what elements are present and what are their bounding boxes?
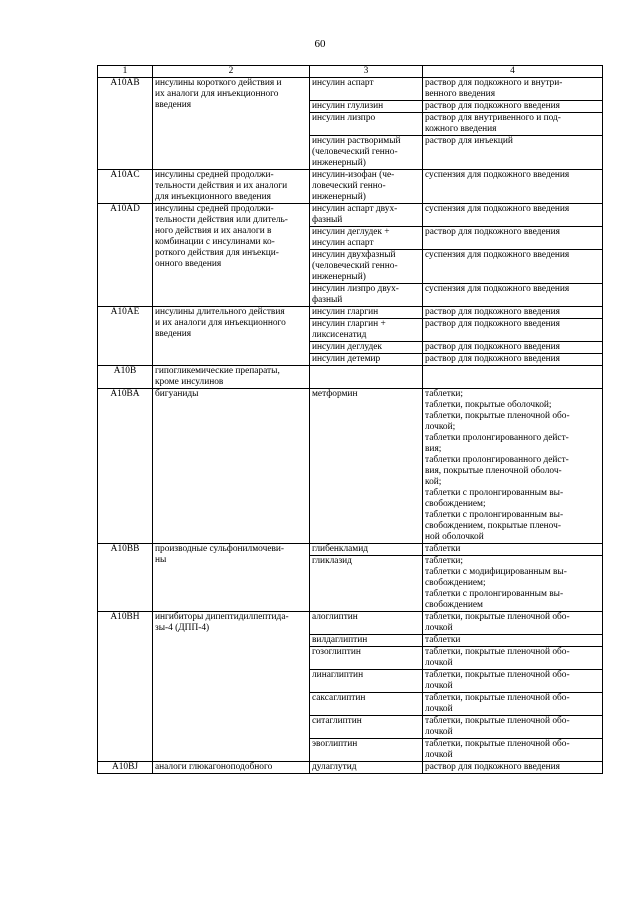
- dosage-form: суспензия для подкожного введения: [423, 250, 603, 284]
- dosage-form: раствор для внутривенного и под- кожного введения: [423, 113, 603, 136]
- table-body: [98, 66, 603, 774]
- atc-code: A10AD: [98, 204, 153, 307]
- drug-name: дулаглутид: [310, 762, 423, 774]
- atc-code: A10BJ: [98, 762, 153, 774]
- dosage-form: суспензия для подкожного введения: [423, 170, 603, 204]
- group-name: инсулины короткого действия и их аналоги для инъекционного введения: [153, 78, 310, 170]
- atc-code: A10AE: [98, 307, 153, 366]
- dosage-form: раствор для инъекций: [423, 136, 603, 170]
- dosage-form: раствор для подкожного и внутри- венного введения: [423, 78, 603, 101]
- dosage-form: таблетки, покрытые пленочной обо- лочкой: [423, 612, 603, 635]
- group-name: аналоги глюкагоноподобного: [153, 762, 310, 774]
- drug-name: инсулин аспарт: [310, 78, 423, 101]
- drug-name: гликлазид: [310, 556, 423, 612]
- dosage-form: таблетки, покрытые пленочной обо- лочкой: [423, 693, 603, 716]
- dosage-form: таблетки, покрытые пленочной обо- лочкой: [423, 716, 603, 739]
- dosage-form: суспензия для подкожного введения: [423, 284, 603, 307]
- drug-name: инсулин лизпро: [310, 113, 423, 136]
- dosage-form: таблетки, покрытые пленочной обо- лочкой: [423, 739, 603, 762]
- drug-name: ситаглиптин: [310, 716, 423, 739]
- column-number: 1: [98, 66, 153, 78]
- atc-code: A10AC: [98, 170, 153, 204]
- dosage-form: раствор для подкожного введения: [423, 101, 603, 113]
- drug-name: гозоглиптин: [310, 647, 423, 670]
- dosage-form: раствор для подкожного введения: [423, 762, 603, 774]
- table-row: [98, 612, 603, 635]
- dosage-form: раствор для подкожного введения: [423, 354, 603, 366]
- dosage-form: таблетки; таблетки, покрытые оболочкой; таблетки, покрытые пленочной обо- лочкой; таблетки пролонгированного дейст- вия; таблетки пролонгированного дейст- вия, покрытые пленочной оболоч- кой; таблетки с пролонгированным вы- свобождением; таблетки с пролонгированным вы- свобождением, покрытые пленоч- ной оболочкой: [423, 389, 603, 544]
- table-row: [98, 366, 603, 389]
- table-row: [98, 170, 603, 204]
- drug-name: инсулин детемир: [310, 354, 423, 366]
- table-row: [98, 204, 603, 227]
- atc-code: A10B: [98, 366, 153, 389]
- drug-name: инсулин деглудек + инсулин аспарт: [310, 227, 423, 250]
- drug-name: [310, 366, 423, 389]
- group-name: инсулины средней продолжи- тельности действия и их аналоги для инъекционного введения: [153, 170, 310, 204]
- dosage-form: раствор для подкожного введения: [423, 227, 603, 250]
- drug-name: инсулин глулизин: [310, 101, 423, 113]
- drug-name: линаглиптин: [310, 670, 423, 693]
- drug-name: алоглиптин: [310, 612, 423, 635]
- drug-name: инсулин деглудек: [310, 342, 423, 354]
- group-name: гипогликемические препараты, кроме инсулинов: [153, 366, 310, 389]
- dosage-form: раствор для подкожного введения: [423, 319, 603, 342]
- dosage-form: раствор для подкожного введения: [423, 307, 603, 319]
- drug-classification-table: [97, 65, 603, 774]
- drug-name: инсулин-изофан (че- ловеческий генно- инженерный): [310, 170, 423, 204]
- drug-name: инсулин гларгин: [310, 307, 423, 319]
- page-number: 60: [314, 38, 326, 50]
- drug-name: саксаглиптин: [310, 693, 423, 716]
- table-row: [98, 307, 603, 319]
- dosage-form: суспензия для подкожного введения: [423, 204, 603, 227]
- drug-name: вилдаглиптин: [310, 635, 423, 647]
- atc-code: A10BA: [98, 389, 153, 544]
- drug-name: инсулин лизпро двух- фазный: [310, 284, 423, 307]
- table-row: [98, 389, 603, 544]
- group-name: бигуаниды: [153, 389, 310, 544]
- column-number: 2: [153, 66, 310, 78]
- drug-name: инсулин аспарт двух- фазный: [310, 204, 423, 227]
- group-name: ингибиторы дипептидилпептида- зы-4 (ДПП-4): [153, 612, 310, 762]
- dosage-form: таблетки, покрытые пленочной обо- лочкой: [423, 670, 603, 693]
- table-row: [98, 762, 603, 774]
- atc-code: A10BB: [98, 544, 153, 612]
- atc-code: A10BH: [98, 612, 153, 762]
- dosage-form: раствор для подкожного введения: [423, 342, 603, 354]
- dosage-form: таблетки: [423, 544, 603, 556]
- column-number: 4: [423, 66, 603, 78]
- drug-name: эвоглиптин: [310, 739, 423, 762]
- drug-name: инсулин растворимый (человеческий генно- инженерный): [310, 136, 423, 170]
- group-name: производные сульфонилмочеви- ны: [153, 544, 310, 612]
- dosage-form: таблетки; таблетки с модифицированным вы- свобождением; таблетки с пролонгированным вы- свобождением: [423, 556, 603, 612]
- group-name: инсулины средней продолжи- тельности действия или длитель- ного действия и их аналоги в комбинации с инсулинами ко- роткого действия для инъекци- онного введения: [153, 204, 310, 307]
- atc-code: A10AB: [98, 78, 153, 170]
- dosage-form: [423, 366, 603, 389]
- column-number: 3: [310, 66, 423, 78]
- drug-name: метформин: [310, 389, 423, 544]
- table-row: [98, 78, 603, 101]
- dosage-form: таблетки, покрытые пленочной обо- лочкой: [423, 647, 603, 670]
- drug-name: глибенкламид: [310, 544, 423, 556]
- dosage-form: таблетки: [423, 635, 603, 647]
- drug-name: инсулин гларгин + ликсисенатид: [310, 319, 423, 342]
- table-row: [98, 544, 603, 556]
- group-name: инсулины длительного действия и их аналоги для инъекционного введения: [153, 307, 310, 366]
- column-number-row: [98, 66, 603, 78]
- drug-name: инсулин двухфазный (человеческий генно- инженерный): [310, 250, 423, 284]
